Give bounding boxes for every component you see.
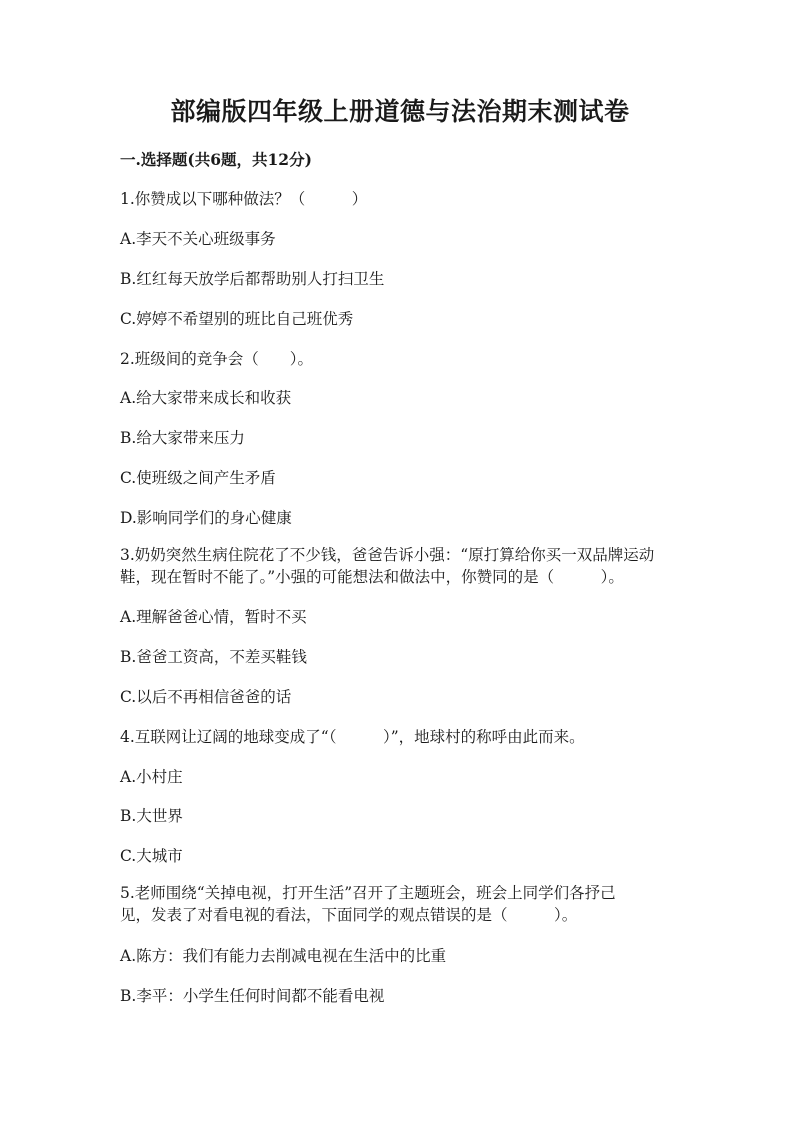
question-5-stem	[120, 882, 700, 926]
question-3-stem-line-2: 鞋，现在暂时不能了。”小强的可能想法和做法中，你赞同的是（ ）。	[120, 568, 624, 586]
question-1-option-c: C.婷婷不希望别的班比自己班优秀	[120, 310, 354, 328]
page-title: 部编版四年级上册道德与法治期末测试卷	[170, 97, 630, 126]
question-5-stem-line-1: 5.老师围绕“关掉电视，打开生活”召开了主题班会，班会上同学们各抒己	[120, 884, 616, 902]
question-1-option-a: A.李天不关心班级事务	[120, 230, 276, 248]
question-4-option-b: B.大世界	[120, 807, 183, 825]
question-2-option-b: B.给大家带来压力	[120, 429, 245, 447]
question-3-option-a: A.理解爸爸心情，暂时不买	[120, 608, 307, 626]
question-2-option-a: A.给大家带来成长和收获	[120, 389, 292, 407]
question-5-stem-line-2: 见，发表了对看电视的看法，下面同学的观点错误的是（ ）。	[120, 906, 578, 924]
section-heading: 一.选择题(共6题，共12分)	[120, 150, 312, 169]
question-3-option-c: C.以后不再相信爸爸的话	[120, 688, 292, 706]
question-3-stem	[120, 544, 700, 588]
question-2-option-c: C.使班级之间产生矛盾	[120, 469, 276, 487]
question-1-stem: 1.你赞成以下哪种做法？（ ）	[120, 190, 368, 208]
question-5-option-b: B.李平：小学生任何时间都不能看电视	[120, 987, 385, 1005]
question-1-option-b: B.红红每天放学后都帮助别人打扫卫生	[120, 270, 385, 288]
question-2-option-d: D.影响同学们的身心健康	[120, 509, 292, 527]
question-2-stem: 2.班级间的竞争会（ ）。	[120, 350, 314, 368]
question-5-option-a: A.陈方：我们有能力去削减电视在生活中的比重	[120, 947, 447, 965]
question-4-stem: 4.互联网让辽阔的地球变成了“（ ）”，地球村的称呼由此而来。	[120, 728, 585, 746]
question-3-stem-line-1: 3.奶奶突然生病住院花了不少钱，爸爸告诉小强：“原打算给你买一双品牌运动	[120, 546, 655, 564]
question-4-option-c: C.大城市	[120, 847, 183, 865]
question-3-option-b: B.爸爸工资高，不差买鞋钱	[120, 648, 307, 666]
question-4-option-a: A.小村庄	[120, 768, 183, 786]
